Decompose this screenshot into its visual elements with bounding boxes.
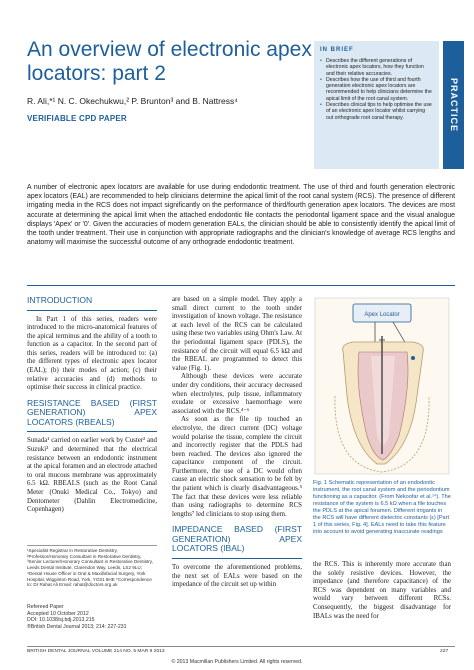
column-2 (172, 296, 302, 590)
footer-divider (27, 646, 455, 647)
copyright-line: © 2013 Macmillan Publishers Limited. All rights reserved. (171, 659, 303, 665)
apex-locator-label: Apex Locator (364, 312, 400, 318)
abstract: A number of electronic apex locators are available for use during endodontic treatment. The use of third and fourth generation electronic apex locators (EAL) are recommended to help clinicians determine the apical limit of the root canal system (RCS). The presence of different irrigating media in the RCS does not impact significantly on the performance of third/fourth generation apex locators. The devices are most accurate at determining the apical limit when the attached endodontic file contacts the periodontal ligament space and the visual analogue displays 'Apex' or '0'. Given the accuracies of modern generation EALs, the clinician should be able to consistently identify the apical limit of the tooth under treatment. Their use in conjunction with appropriate radiographs and the clinician's knowledge of average RCS lengths and anatomy will maximise the successful outcome of any orthograde endodontic treatment. (27, 184, 455, 247)
figure-caption: Fig. 1 Schematic representation of an endodontic instrument, the root canal system and the periodontium functioning as a capacitor. (From Nekoofar et al.¹⁴). The resistance of the system is 6.5 kΩ when a file touches the PDLS at the apical foramen. Different irrigants in the RCS will have different dielectric constants (ε) [Part 1 of this series, Fig. 4]. EALs need to take this feature into account to avoid generating inaccurate readings (313, 480, 451, 535)
introduction-heading: INTRODUCTION (27, 295, 93, 305)
tooth-schematic (313, 296, 451, 476)
section-tab (443, 41, 464, 169)
paragraph: the RCS. This is inherently more accurate than the solely resistive devices. However, the impedance (and therefore capacitance) of the RCS was dependent on many variables and would vary between different RCSs. Consequently, the biggest disadvantage for IBALs was the need for (313, 561, 451, 620)
in-brief-box (314, 41, 439, 169)
ibal-heading: IMPEDANCE BASED (FIRST GENERATION) APEX LOCATORS (IBAL) (172, 524, 302, 554)
column-1 (27, 296, 157, 515)
paragraph: are based on a simple model. They apply a small direct current to the tooth under investigation of known voltage. The resistance at each level of the RCS can be calculated using these two variables using Ohm's Law. At the periodontal ligament space (PDLS), the resistance of the circuit will equal 6.5 kΩ and the RBEAL are programmed to detect this value (Fig. 1). (172, 296, 302, 372)
reference-info (27, 604, 157, 630)
in-brief-item: • Describes how the use of third and fourth generation electronic apex locators are recommended to help clinicians determine the apical limit of the root canal system. (320, 77, 433, 102)
in-brief-heading: IN BRIEF (320, 47, 354, 53)
abstract-divider (27, 285, 455, 286)
journal-footer: BRITISH DENTAL JOURNAL VOLUME 214 NO. 5 MAR 9 2013 (27, 649, 165, 654)
rbeal-text: Sunada¹ carried on earlier work by Custer² and Suzuki³ and determined that the electrical resistance between an endodontic instrument at the apical foramen and an electrode attached to oral mucous membrane was approximately 6.5 kΩ. RBEALS (such as the Root Canal Meter (Onuki Medical Co., Tokyo) and Dentometer (Dahlin Electromedicine, Copenhagen) (27, 437, 157, 514)
introduction-text: In Part 1 of this series, readers were introduced to the micro-anatomical features of the apical terminus and the ability of a tooth to function as a capacitor. In the second part of this series, readers will be introduced to: (a) the different types of electronic apex locator (EAL); (b) their modes of action; (c) their relative accuracies and (d) methods to optimise their success in clinical practice. (27, 315, 157, 392)
column-3 (313, 561, 451, 621)
doi: DOI: 10.1038/sj.bdj.2013.215 (27, 617, 95, 624)
figure-1 (313, 296, 451, 476)
citation: ®British Dental Journal 2013; 214: 227-231 (27, 623, 127, 630)
article-title: An overview of electronic apex locators: part 2 (27, 38, 312, 85)
ibal-text: To overcome the aforementioned problems, the next set of EALs were based on the impedance of the circuit set up within (172, 563, 302, 589)
in-brief-item: • Describes clinical tips to help optimise the use of an electronic apex locator whilst carrying out orthograde root canal therapy. (320, 102, 433, 121)
rbeal-heading: RESISTANCE BASED (FIRST GENERATION) APEX LOCATORS (RBEALS) (27, 397, 157, 427)
authors-line: R. Ali,*¹ N. C. Okechukwu,² P. Brunton³ and B. Nattress⁴ (27, 96, 238, 106)
paragraph: As soon as the file tip touched an electrolyte, the direct current (DC) voltage would polarise the tissue, complete the circuit and incorrectly register that the PDLS had been reached. The devices also ignored the capacitance component of the circuit. Furthermore, the use of a DC would often cause an electric shock sensation to be felt by the patient which is clearly disadvantageous.⁵ The fact that these devices were less reliable than using radiographs to determine RCS lengths⁷ led clinicians to stop using them. (172, 416, 302, 518)
heading-rule (172, 558, 302, 559)
heading-rule (27, 310, 157, 311)
section-tab-label: PRACTICE (448, 77, 459, 133)
author-footnotes: ¹Specialist Registrar in Restorative Dentistry, ²Professor/Honorary Consultant in Restorative Dentistry, ³Senior Lecturer/Honorary Consultant in Restorative Dentistry, Leeds Dental Institute, Clarendon Way, Leeds, LS2 9LU; ⁴Dental House Officer in Oral & Maxillofacial Surgery, York Hospital, Wigginton Road, York, YO31 8HE *Correspondence to: Dr Rahat Ali Email: rahat@doctors.org.uk (27, 548, 154, 588)
cpd-label: VERIFIABLE CPD PAPER (27, 114, 127, 123)
in-brief-list (320, 58, 433, 121)
refereed-label: Refereed Paper (27, 604, 64, 610)
lip-clip (411, 356, 415, 360)
paragraph: Although these devices were accurate under dry conditions, their accuracy decreased when electrolytes, pulp tissue, inflammatory exudate or excessive haemorrhage were associated with the RCS.⁴⁻⁶ (172, 373, 302, 415)
in-brief-item: • Describes the different generations of electronic apex locators, how they function and their relative accuracies. (320, 58, 433, 77)
heading-rule (27, 431, 157, 432)
page-number: 227 (440, 649, 449, 654)
footnote-divider (27, 545, 157, 546)
accepted-date: Accepted 10 October 2012 (27, 610, 89, 617)
